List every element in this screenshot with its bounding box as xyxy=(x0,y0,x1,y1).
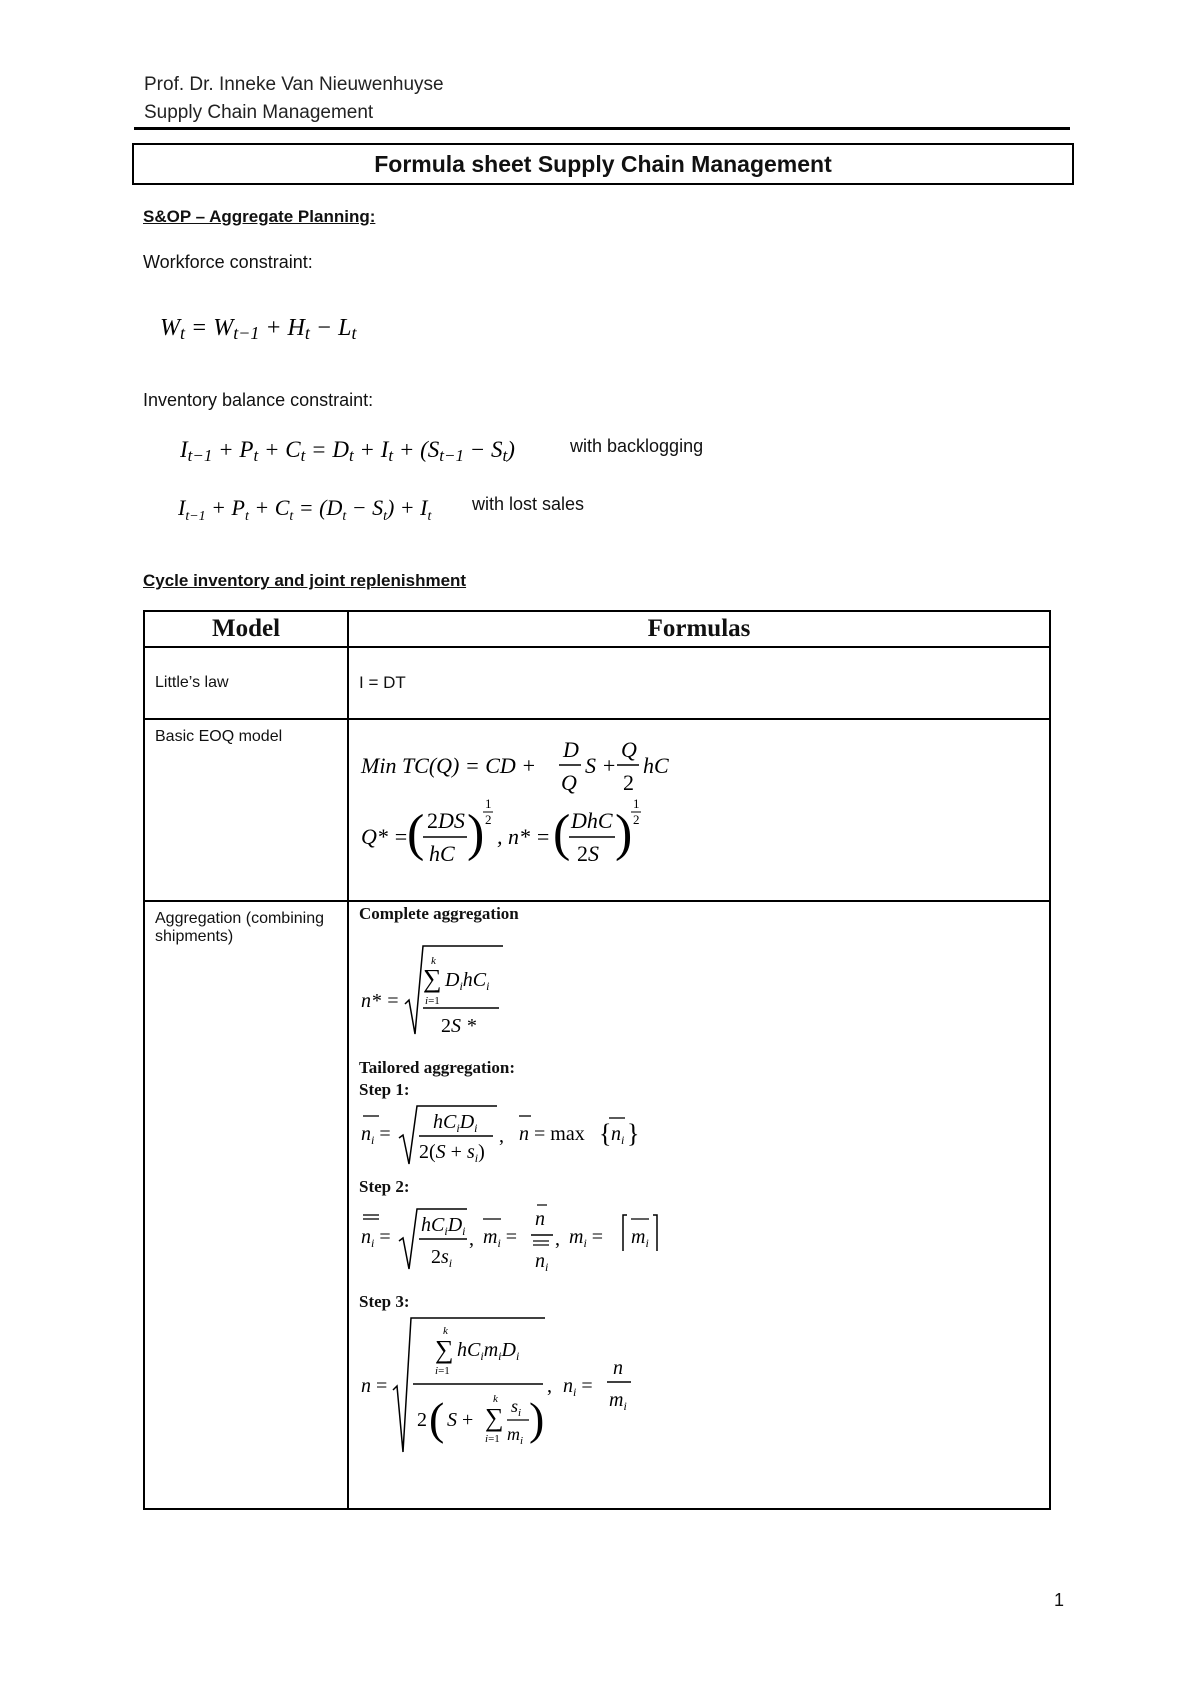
svg-text:S +: S + xyxy=(447,1409,474,1431)
svg-text:1: 1 xyxy=(485,796,492,811)
page-number: 1 xyxy=(1054,1590,1065,1610)
complete-aggregation-formula xyxy=(349,924,649,1049)
svg-text:i=1: i=1 xyxy=(435,1365,450,1377)
svg-text:(: ( xyxy=(553,805,571,862)
svg-text:ni =: $n_i$ = xyxy=(361,1123,391,1147)
svg-text:k: k xyxy=(443,1325,448,1337)
table-row xyxy=(144,647,1050,719)
svg-text:Q: Q xyxy=(621,737,637,762)
sop-heading: S&OP – Aggregate Planning: xyxy=(143,207,376,226)
svg-text:n = max: n = max xyxy=(519,1123,585,1145)
backlog-equation xyxy=(180,430,570,470)
svg-text:ni =: $n_i$ = xyxy=(361,1226,391,1250)
workforce-label: Workforce constraint: xyxy=(143,252,313,272)
header-rule xyxy=(134,127,1070,130)
svg-text:2(S + si): $2(S + s_i)$ xyxy=(419,1141,485,1165)
svg-text:2DS: 2DS xyxy=(427,808,465,833)
workforce-equation xyxy=(160,308,420,348)
svg-text:DhC: DhC xyxy=(571,808,613,833)
svg-text:k: k xyxy=(431,955,436,967)
step1-formula xyxy=(349,1100,749,1170)
formula-littles-law: I = DT xyxy=(348,647,1050,719)
lost-sales-note: with lost sales xyxy=(472,494,585,514)
svg-text:2S *: 2S * xyxy=(441,1015,476,1037)
svg-text:It−1 + Pt + Ct = Dt + It + (St: It−1 + Pt + Ct = Dt + It + (St−1 − St) xyxy=(180,437,515,465)
svg-text:ni =: $n_i$ = xyxy=(563,1375,593,1399)
formula-table xyxy=(143,610,1051,1510)
svg-text:2: 2 xyxy=(633,812,640,827)
col-formulas: Formulas xyxy=(348,611,1050,647)
col-model: Model xyxy=(144,611,348,647)
svg-text:): ) xyxy=(615,805,633,862)
table-row xyxy=(144,901,1050,1509)
svg-text:{: { xyxy=(599,1119,612,1148)
svg-text:Min TC(Q) = CD +: Min TC(Q) = CD + xyxy=(361,753,537,778)
model-eoq: Basic EOQ model xyxy=(144,719,348,901)
backlog-note: with backlogging xyxy=(570,436,704,456)
svg-text:, n* =: , n* = xyxy=(497,824,551,849)
svg-text:,: , xyxy=(555,1228,560,1250)
svg-text:mi =: $m_i$ = xyxy=(483,1226,518,1250)
svg-text:Q* =: Q* = xyxy=(361,824,409,849)
svg-text:hC: hC xyxy=(643,753,669,778)
svg-text:2si: $2s_i$ xyxy=(431,1246,453,1270)
svg-text:(: ( xyxy=(407,805,425,862)
svg-text:hCimiDi: $hC_im_iD_i$ xyxy=(457,1339,520,1363)
svg-text:∑: ∑ xyxy=(485,1403,504,1432)
svg-text:D: D xyxy=(563,737,579,762)
svg-text:ni: $n_i$ xyxy=(611,1123,625,1147)
table-header-row xyxy=(144,611,1050,647)
formula-aggregation xyxy=(348,901,1050,1509)
svg-text:∑: ∑ xyxy=(423,964,442,993)
svg-text:mi: $m_i$ xyxy=(631,1226,649,1250)
svg-text:n =: n = xyxy=(361,1375,388,1397)
cycle-heading: Cycle inventory and joint replenishment xyxy=(143,571,467,590)
svg-text:,: , xyxy=(499,1125,504,1147)
step2-formula xyxy=(349,1197,749,1287)
formula-eoq xyxy=(348,719,1050,901)
inventory-label: Inventory balance constraint: xyxy=(143,390,374,410)
svg-text:n: n xyxy=(613,1357,623,1379)
table-row xyxy=(144,719,1050,901)
svg-text:si: $s_i$ xyxy=(511,1396,522,1419)
svg-text:It−1 + Pt + Ct = (Dt − St) + I: $I_{t-1} + P_t + C_t = (D_t - S_t) + I_t$ xyxy=(178,495,432,524)
svg-text:k: k xyxy=(493,1393,498,1405)
eoq-formulas xyxy=(349,720,1049,895)
complete-aggregation-label: Complete aggregation xyxy=(359,904,519,923)
svg-text:,: , xyxy=(547,1375,552,1397)
svg-text:ni: $n_i$ xyxy=(535,1250,549,1274)
svg-text:(: ( xyxy=(429,1393,445,1444)
lost-sales-equation xyxy=(178,488,468,528)
header-course: Supply Chain Management xyxy=(144,102,374,123)
svg-text:): ) xyxy=(529,1393,545,1444)
svg-text:): ) xyxy=(467,805,485,862)
step1-label: Step 1: xyxy=(359,1080,410,1099)
svg-text:2: 2 xyxy=(485,812,492,827)
page-title: Formula sheet Supply Chain Management xyxy=(132,143,1074,185)
svg-text:hC: hC xyxy=(429,841,455,866)
model-aggregation: Aggregation (combining shipments) xyxy=(144,901,348,1509)
svg-text:i=1: i=1 xyxy=(425,995,440,1007)
svg-text:2: 2 xyxy=(623,770,634,795)
svg-text:Wt = Wt−1 + Ht − Lt: Wt = Wt−1 + Ht − Lt xyxy=(160,315,357,343)
header-author: Prof. Dr. Inneke Van Nieuwenhuyse xyxy=(144,74,444,95)
svg-text:hCiDi: $hC_iD_i$ xyxy=(433,1111,478,1135)
model-littles-law: Little’s law xyxy=(144,647,348,719)
svg-text:mi: $m_i$ xyxy=(609,1389,627,1413)
svg-text:}: } xyxy=(627,1119,640,1148)
step3-formula xyxy=(349,1312,769,1462)
svg-text:,: , xyxy=(469,1228,474,1250)
svg-text:∑: ∑ xyxy=(435,1335,454,1364)
svg-text:S +: S + xyxy=(585,753,617,778)
svg-text:i=1: i=1 xyxy=(485,1433,500,1445)
svg-text:1: 1 xyxy=(633,796,640,811)
svg-text:2: 2 xyxy=(417,1409,427,1431)
svg-text:mi: $m_i$ xyxy=(507,1424,524,1447)
svg-text:mi =: $m_i$ = xyxy=(569,1226,604,1250)
svg-text:Q: Q xyxy=(561,770,577,795)
svg-text:DihCi: $D_ihC_i$ xyxy=(445,969,490,993)
svg-text:n: n xyxy=(535,1208,545,1230)
svg-text:hCiDi: $hC_iD_i$ xyxy=(421,1214,466,1238)
tailored-aggregation-label: Tailored aggregation: xyxy=(359,1058,515,1077)
svg-text:2S: 2S xyxy=(577,841,599,866)
step2-label: Step 2: xyxy=(359,1177,410,1196)
step3-label: Step 3: xyxy=(359,1292,410,1311)
svg-text:n* =: n* = xyxy=(361,990,400,1012)
